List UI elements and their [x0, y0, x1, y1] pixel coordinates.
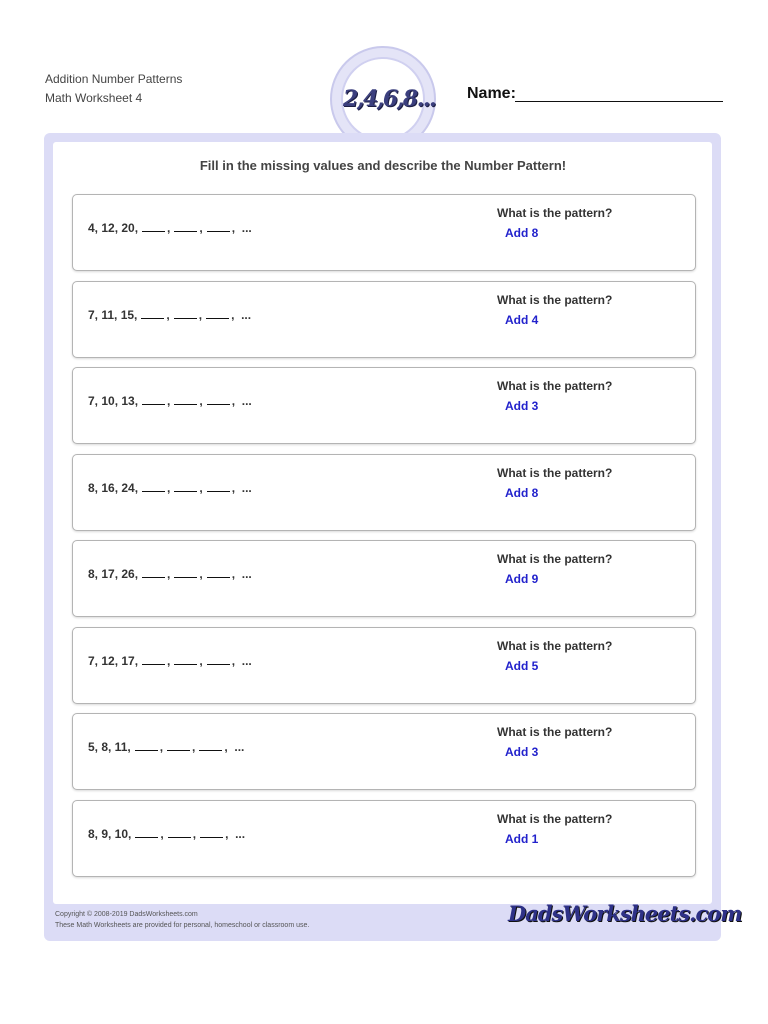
answer-blank: [207, 566, 230, 578]
problem-row: [72, 454, 696, 531]
answer-blank: [167, 739, 190, 751]
copyright-text: Copyright © 2008-2019 DadsWorksheets.com: [55, 911, 198, 918]
pattern-answer: Add 5: [505, 659, 539, 673]
sequence-values: 5, 8, 11,: [88, 740, 131, 754]
answer-blank: [200, 826, 223, 838]
pattern-question: What is the pattern?: [497, 293, 613, 307]
answer-blank: [168, 826, 191, 838]
logo-text: 2,4,6,8...: [343, 86, 436, 112]
footer-copyright: [55, 909, 309, 931]
sequence: 4, 12, 20, , , , ...: [88, 221, 252, 235]
problem-row: [72, 627, 696, 704]
logo-inner-circle: [341, 57, 436, 141]
sequence-values: 7, 11, 15,: [88, 308, 138, 322]
answer-blank: [174, 393, 197, 405]
pattern-question: What is the pattern?: [497, 552, 613, 566]
sequence-values: 7, 12, 17,: [88, 654, 139, 668]
answer-blank: [174, 307, 197, 319]
problem-row: [72, 540, 696, 617]
problem-row: [72, 367, 696, 444]
answer-blank: [142, 393, 165, 405]
answer-blank: [142, 220, 165, 232]
sequence-values: 8, 9, 10,: [88, 827, 132, 841]
problem-row: [72, 194, 696, 271]
answer-blank: [135, 826, 158, 838]
worksheet-body: [53, 142, 712, 904]
pattern-answer: Add 8: [505, 226, 539, 240]
usage-note: These Math Worksheets are provided for personal, homeschool or classroom use.: [55, 922, 310, 929]
problem-row: [72, 800, 696, 877]
pattern-question: What is the pattern?: [497, 639, 613, 653]
name-field-line: [515, 101, 723, 102]
pattern-question: What is the pattern?: [497, 725, 613, 739]
sequence-values: 7, 10, 13,: [88, 394, 139, 408]
worksheet-title: Addition Number Patterns: [45, 72, 183, 86]
pattern-answer: Add 4: [505, 313, 539, 327]
sequence: 8, 9, 10, , , , ...: [88, 827, 246, 841]
sequence: 7, 12, 17, , , , ...: [88, 654, 252, 668]
sequence-values: 4, 12, 20,: [88, 221, 139, 235]
pattern-answer: Add 3: [505, 745, 539, 759]
pattern-question: What is the pattern?: [497, 379, 613, 393]
answer-blank: [174, 566, 197, 578]
problem-row: [72, 713, 696, 790]
answer-blank: [207, 480, 230, 492]
answer-blank: [207, 220, 230, 232]
answer-blank: [142, 566, 165, 578]
answer-blank: [206, 307, 229, 319]
answer-blank: [174, 653, 197, 665]
pattern-question: What is the pattern?: [497, 206, 613, 220]
answer-blank: [135, 739, 158, 751]
answer-blank: [174, 480, 197, 492]
pattern-question: What is the pattern?: [497, 812, 613, 826]
worksheet-subtitle: Math Worksheet 4: [45, 91, 143, 105]
sequence: 5, 8, 11, , , , ...: [88, 740, 245, 754]
problem-row: [72, 281, 696, 358]
answer-blank: [141, 307, 164, 319]
name-label: Name:: [467, 85, 516, 102]
instructions: Fill in the missing values and describe the Number Pattern!: [199, 158, 567, 173]
answer-blank: [207, 393, 230, 405]
worksheet-frame: [44, 133, 742, 941]
answer-blank: [142, 480, 165, 492]
dadsworksheets-logo: DadsWorksheets.com: [508, 901, 742, 926]
pattern-question: What is the pattern?: [497, 466, 613, 480]
sequence: 7, 11, 15, , , , ...: [88, 308, 252, 322]
pattern-answer: Add 1: [505, 832, 539, 846]
pattern-answer: Add 3: [505, 399, 539, 413]
worksheet-heading: [45, 70, 182, 108]
pattern-answer: Add 8: [505, 486, 539, 500]
pattern-answer: Add 9: [505, 572, 539, 586]
sequence: 8, 17, 26, , , , ...: [88, 567, 252, 581]
answer-blank: [199, 739, 222, 751]
answer-blank: [142, 653, 165, 665]
sequence: 8, 16, 24, , , , ...: [88, 481, 252, 495]
sequence-values: 8, 17, 26,: [88, 567, 139, 581]
answer-blank: [174, 220, 197, 232]
sequence-values: 8, 16, 24,: [88, 481, 139, 495]
sequence: 7, 10, 13, , , , ...: [88, 394, 252, 408]
answer-blank: [207, 653, 230, 665]
